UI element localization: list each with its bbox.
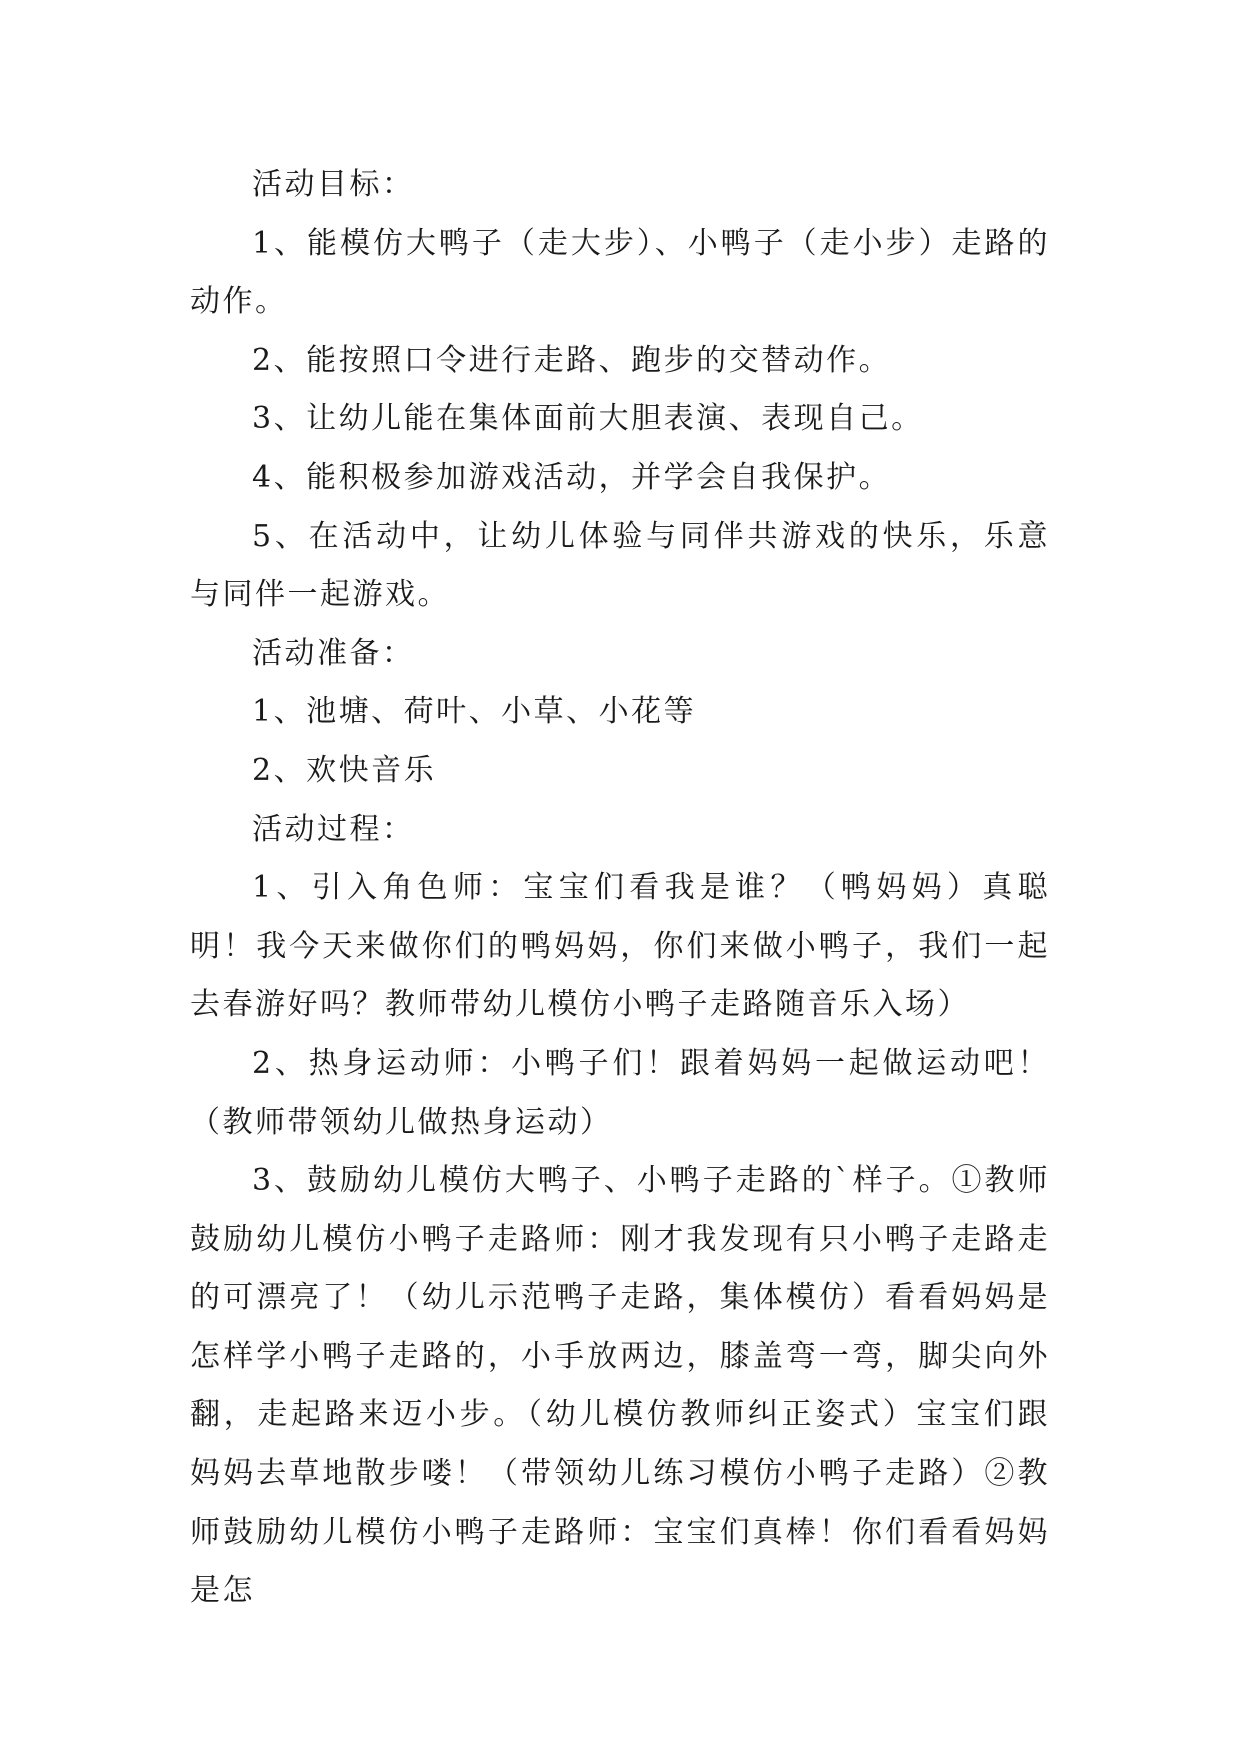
- goal-item-1: 1、能模仿大鸭子（走大步）、小鸭子（走小步）走路的动作。: [190, 225, 1050, 320]
- process-step-2: 2、热身运动师：小鸭子们！跟着妈妈一起做运动吧！（教师带领幼儿做热身运动）: [190, 1045, 1050, 1140]
- preparation-item-2: 2、欢快音乐: [252, 752, 437, 788]
- process-step-3: 3、鼓励幼儿模仿大鸭子、小鸭子走路的`样子。①教师鼓励幼儿模仿小鸭子走路师：刚才我发现有只小鸭子走路走的可漂亮了！（幼儿示范鸭子走路，集体模仿）看看妈妈是怎样学小鸭子走路的，小手放两边，膝盖弯一弯，脚尖向外翻，走起路来迈小步。（幼儿模仿教师纠正姿式）宝宝们跟妈妈去草地散步喽！（带领幼儿练习模仿小鸭子走路）②教师鼓励幼儿模仿小鸭子走路师：宝宝们真棒！你们看看妈妈是怎: [190, 1163, 1050, 1609]
- goal-item-3: 3、让幼儿能在集体面前大胆表演、表现自己。: [252, 401, 924, 437]
- goal-item-4: 4、能积极参加游戏活动，并学会自我保护。: [252, 459, 892, 495]
- preparation-item-1: 1、池塘、荷叶、小草、小花等: [252, 694, 697, 730]
- goal-item-2: 2、能按照口令进行走路、跑步的交替动作。: [252, 342, 892, 378]
- goal-item-5: 5、在活动中，让幼儿体验与同伴共游戏的快乐，乐意与同伴一起游戏。: [190, 518, 1050, 613]
- document-page: [190, 156, 1050, 1621]
- heading-activity-goals: 活动目标：: [252, 167, 415, 202]
- heading-activity-process: 活动过程：: [252, 811, 415, 847]
- heading-activity-preparation: 活动准备：: [252, 635, 415, 671]
- process-step-1: 1、引入角色师：宝宝们看我是谁？（鸭妈妈）真聪明！我今天来做你们的鸭妈妈，你们来做小鸭子，我们一起去春游好吗？教师带幼儿模仿小鸭子走路随音乐入场）: [190, 870, 1050, 1023]
